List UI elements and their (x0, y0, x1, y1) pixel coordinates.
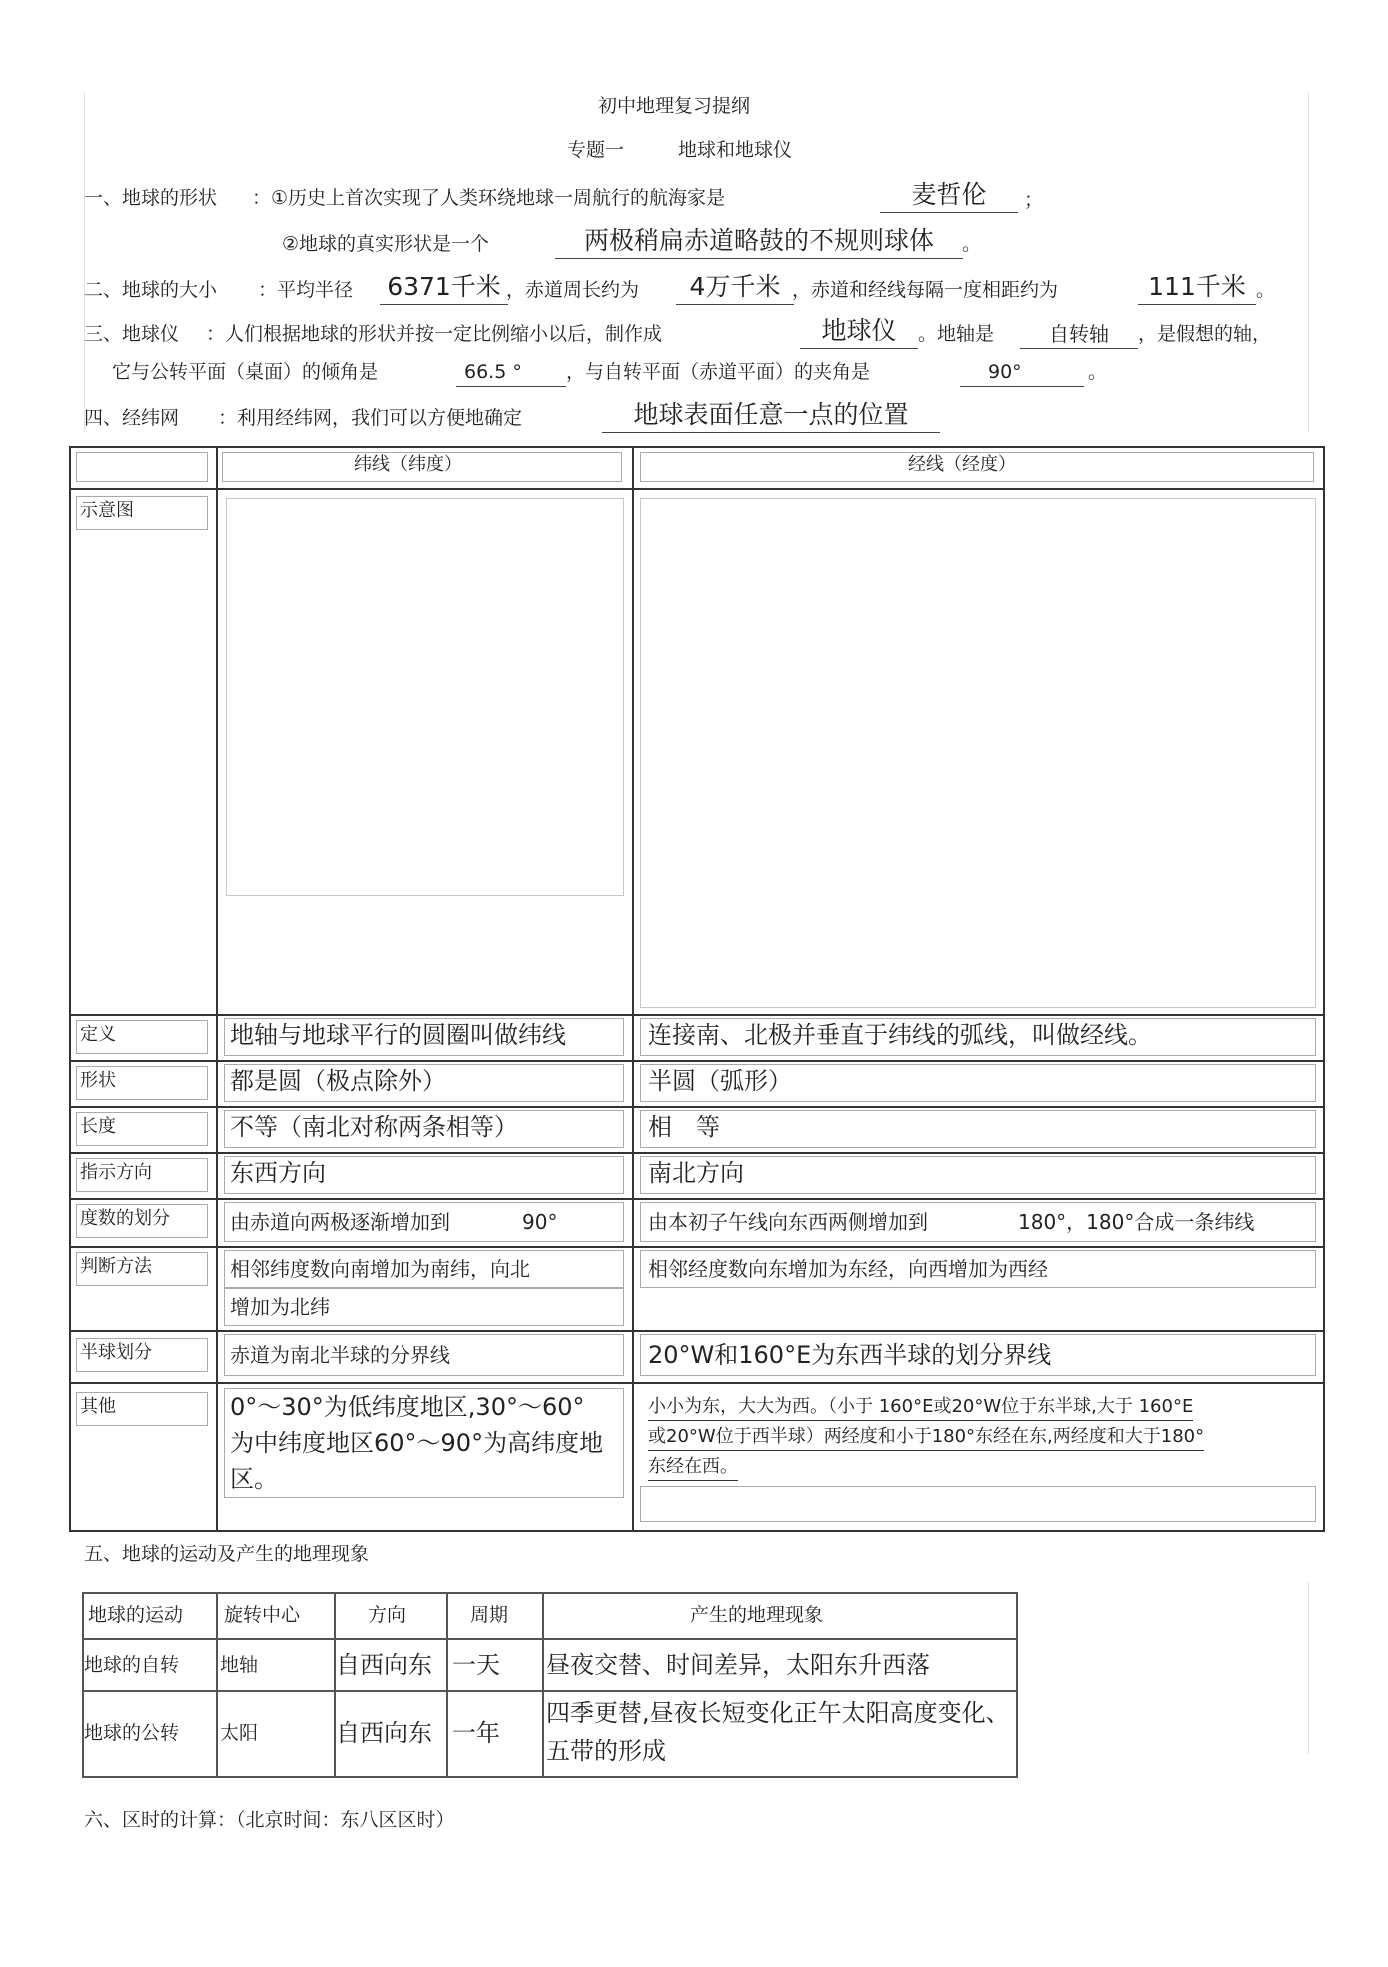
weft-diagram-area (226, 498, 624, 896)
s3-answer-1: 地球仪 (821, 316, 897, 345)
s6-label: 六、区时的计算：（北京时间：东八区区时） (84, 1809, 455, 1831)
s3-blank-4 (456, 386, 566, 387)
other-meridian-line-2: 或20°W位于西半球）两经度和小于180°东经在东,两经度和大于180° (648, 1424, 1204, 1451)
direction-weft: 东西方向 (230, 1159, 326, 1187)
row-label-hemisphere: 半球划分 (80, 1342, 152, 1363)
grid-row-divider (69, 1014, 1325, 1016)
length-weft: 不等（南北对称两条相等） (230, 1113, 518, 1141)
row-label-definition: 定义 (80, 1024, 116, 1045)
rotation-phenomena: 昼夜交替、时间差异，太阳东升西落 (546, 1651, 930, 1679)
motion-header-center: 旋转中心 (224, 1604, 301, 1626)
judge-meridian: 相邻经度数向东增加为东经，向西增加为西经 (648, 1257, 1048, 1281)
s3-blank-2 (1020, 348, 1138, 349)
grid-col-divider-1 (216, 446, 218, 1532)
revolution-phenomena-line-1: 四季更替,昼夜长短变化正午太阳高度变化、 (546, 1699, 1010, 1727)
rotation-center: 地轴 (220, 1654, 259, 1676)
s1-blank-1 (880, 212, 1018, 213)
row-label-length: 长度 (80, 1116, 116, 1137)
s4-blank-1 (602, 432, 940, 433)
grid-col-divider-2 (632, 446, 634, 1532)
row-label-degree: 度数的划分 (80, 1208, 170, 1229)
s3-question-2: 。地轴是 (918, 323, 995, 345)
motion-col-divider (542, 1592, 544, 1778)
motion-header-period: 周期 (470, 1604, 509, 1626)
revolution-phenomena-line-2: 五带的形成 (546, 1737, 666, 1765)
right-margin-line-lower (1308, 1582, 1309, 1754)
shape-weft: 都是圆（极点除外） (230, 1067, 446, 1095)
row-label-judge: 判断方法 (80, 1256, 152, 1277)
other-weft-line-3: 区。 (230, 1465, 278, 1493)
grid-row-divider (69, 1198, 1325, 1200)
revolution-motion: 地球的公转 (84, 1722, 180, 1744)
s3-label: 三、地球仪 (84, 323, 180, 345)
grid-row-divider (69, 1246, 1325, 1248)
rotation-direction: 自西向东 (336, 1651, 432, 1679)
s2-label: 二、地球的大小 (84, 279, 218, 301)
col-header-meridian: 经线（经度） (908, 454, 1016, 475)
length-meridian-cell (640, 1110, 1316, 1148)
s1-answer-2: 两极稍扁赤道略鼓的不规则球体 (583, 226, 934, 255)
s3-question-1: ：人们根据地球的形状并按一定比例缩小以后，制作成 (206, 323, 663, 345)
definition-weft: 地轴与地球平行的圆圈叫做纬线 (230, 1021, 566, 1049)
grid-row-divider (69, 1152, 1325, 1154)
s1-question-2: ②地球的真实形状是一个 (282, 233, 490, 255)
s4-answer-1: 地球表面任意一点的位置 (633, 400, 909, 429)
s5-label: 五、地球的运动及产生的地理现象 (84, 1543, 370, 1565)
topic-number: 专题一 (567, 139, 625, 161)
s2-answer-2: 4万千米 (689, 272, 781, 301)
other-meridian-line-3: 东经在西。 (648, 1454, 738, 1481)
rotation-motion: 地球的自转 (84, 1654, 180, 1676)
right-margin-line (1308, 92, 1309, 432)
row-label-direction: 指示方向 (80, 1162, 152, 1183)
grid-row-divider (69, 1382, 1325, 1384)
degree-meridian-value: 180°，180°合成一条纬线 (1018, 1210, 1255, 1234)
s3-question-5: ，与自转平面（赤道平面）的夹角是 (566, 361, 871, 383)
s1-question-1: ：①历史上首次实现了人类环绕地球一周航行的航海家是 (252, 187, 726, 209)
grid-row-divider (69, 488, 1325, 490)
s3-answer-4: 66.5 ° (464, 361, 522, 383)
degree-meridian: 由本初子午线向东西两侧增加到 (648, 1210, 928, 1234)
degree-weft-value: 90° (522, 1210, 558, 1234)
definition-meridian: 连接南、北极并垂直于纬线的弧线，叫做经线。 (648, 1021, 1152, 1049)
other-weft-line-1: 0°～30°为低纬度地区,30°～60° (230, 1393, 585, 1421)
s2-blank-3 (1138, 304, 1256, 305)
grid-row-divider (69, 1330, 1325, 1332)
s2-end: 。 (1256, 279, 1276, 301)
motion-row-divider (82, 1690, 1018, 1692)
revolution-direction: 自西向东 (336, 1719, 432, 1747)
row-label-other: 其他 (80, 1396, 116, 1417)
s3-question-4: 它与公转平面（桌面）的倾角是 (112, 361, 379, 383)
motion-header-phenomena: 产生的地理现象 (690, 1604, 824, 1626)
grid-row-divider (69, 1106, 1325, 1108)
s1-end-2: 。 (962, 233, 982, 255)
s3-blank-5 (960, 386, 1084, 387)
s2-blank-1 (380, 304, 508, 305)
motion-col-divider (334, 1592, 336, 1778)
s1-blank-2 (555, 258, 963, 259)
judge-weft-line-1: 相邻纬度数向南增加为南纬，向北 (230, 1257, 530, 1281)
revolution-period: 一年 (452, 1719, 500, 1747)
motion-header-motion: 地球的运动 (88, 1604, 184, 1626)
s3-blank-1 (800, 348, 918, 349)
row-label-diagram: 示意图 (80, 500, 134, 521)
length-meridian: 相 等 (648, 1113, 720, 1141)
left-margin-line (84, 92, 85, 432)
other-meridian-line-1: 小小为东，大大为西。（小于 160°E或20°W位于东半球,大于 160°E (648, 1394, 1193, 1421)
motion-col-divider (446, 1592, 448, 1778)
s1-answer-1: 麦哲伦 (911, 180, 987, 209)
grid-row-divider (69, 1060, 1325, 1062)
motion-row-divider (82, 1638, 1018, 1640)
rotation-period: 一天 (452, 1651, 500, 1679)
col-header-weft: 纬线（纬度） (354, 454, 462, 475)
shape-meridian: 半圆（弧形） (648, 1067, 792, 1095)
direction-meridian: 南北方向 (648, 1159, 744, 1187)
s3-question-3: ，是假想的轴， (1138, 323, 1272, 345)
meridian-diagram-area (640, 498, 1316, 1008)
s2-question-1: ：平均半径 (258, 279, 354, 301)
judge-weft-line-2: 增加为北纬 (230, 1295, 330, 1319)
s3-end: 。 (1088, 361, 1108, 383)
s2-question-2: ，赤道周长约为 (506, 279, 640, 301)
doc-title: 初中地理复习提纲 (598, 95, 751, 117)
s2-blank-2 (676, 304, 794, 305)
degree-weft: 由赤道向两极逐渐增加到 (230, 1210, 450, 1234)
s3-answer-2: 自转轴 (1049, 322, 1109, 346)
row-label-shape: 形状 (80, 1070, 116, 1091)
s2-answer-3: 111千米 (1148, 272, 1246, 301)
hemisphere-meridian: 20°W和160°E为东西半球的划分界线 (648, 1341, 1052, 1369)
s2-question-3: ，赤道和经线每隔一度相距约为 (792, 279, 1059, 301)
other-weft-line-2: 为中纬度地区60°～90°为高纬度地 (230, 1429, 604, 1457)
hemisphere-weft: 赤道为南北半球的分界线 (230, 1343, 450, 1367)
s1-end-1: ； (1024, 189, 1044, 211)
topic-name: 地球和地球仪 (678, 139, 793, 161)
other-meridian-empty-cell (640, 1486, 1316, 1522)
s3-answer-5: 90° (988, 361, 1022, 383)
s1-label: 一、地球的形状 (84, 187, 218, 209)
s4-question-1: ：利用经纬网，我们可以方便地确定 (218, 407, 523, 429)
revolution-center: 太阳 (220, 1722, 259, 1744)
s4-label: 四、经纬网 (84, 407, 180, 429)
motion-col-divider (216, 1592, 218, 1778)
header-empty-cell (76, 452, 208, 482)
s2-answer-1: 6371千米 (387, 272, 501, 301)
motion-header-direction: 方向 (368, 1604, 407, 1626)
